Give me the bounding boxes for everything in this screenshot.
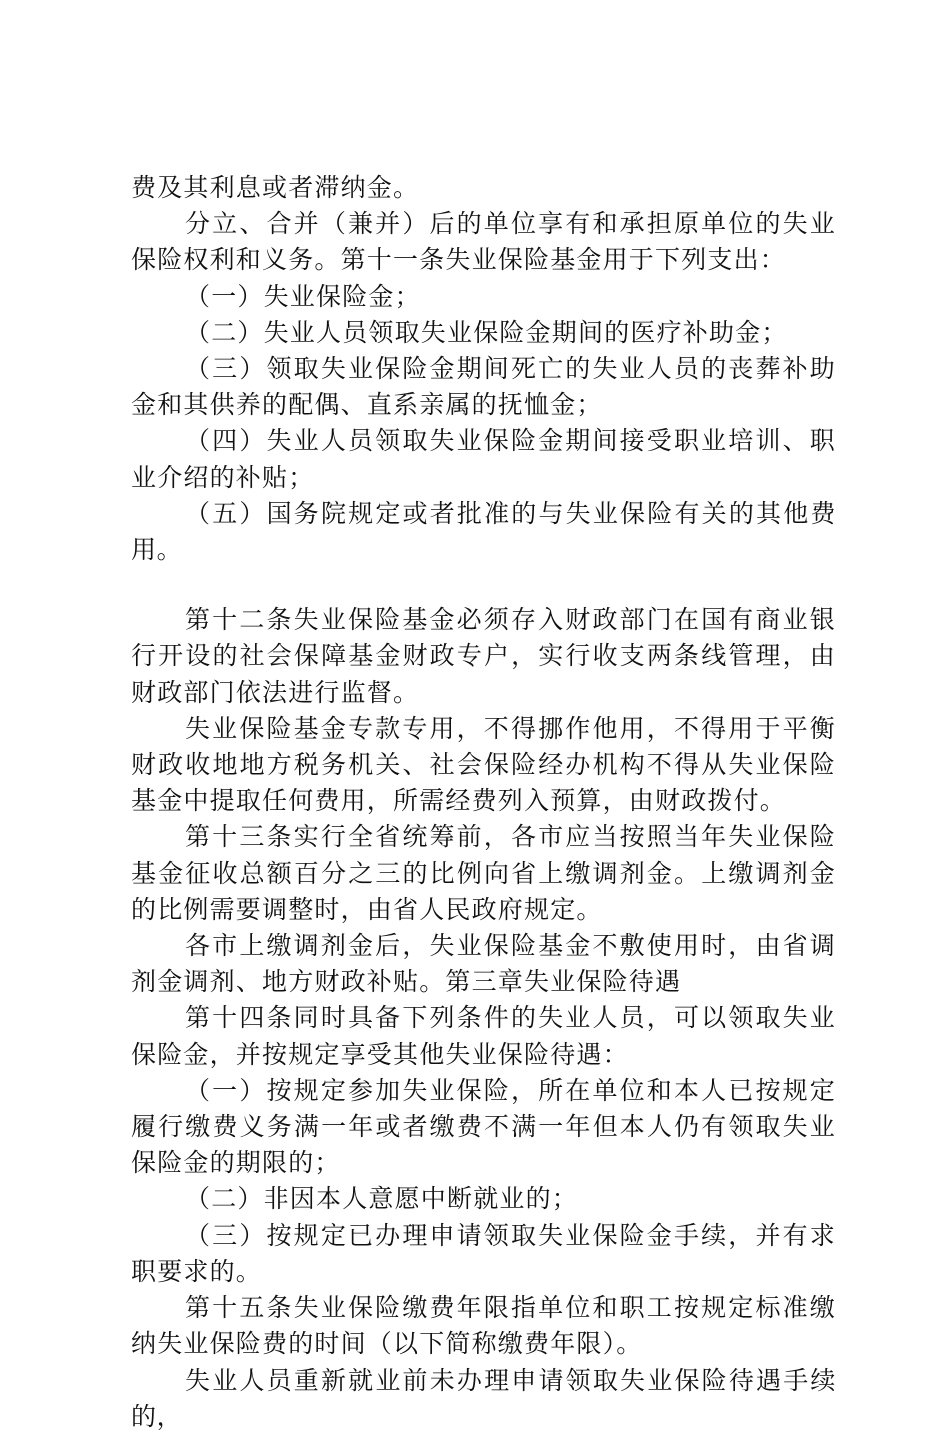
paragraph-2: 分立、合并（兼并）后的单位享有和承担原单位的失业保险权利和义务。第十一条失业保险基金用于下列支出：: [131, 209, 836, 275]
document-body: [131, 170, 836, 1435]
paragraph-15: （三）按规定已办理申请领取失业保险金手续，并有求职要求的。: [131, 1220, 836, 1286]
paragraph-17: 失业人员重新就业前未办理申请领取失业保险待遇手续的，: [131, 1365, 836, 1431]
paragraph-14: （二）非因本人意愿中断就业的；: [185, 1184, 579, 1214]
paragraph-9: 失业保险基金专款专用，不得挪作他用，不得用于平衡财政收地地方税务机关、社会保险经办机构不得从失业保险基金中提取任何费用，所需经费列入预算，由财政拨付。: [131, 713, 836, 816]
paragraph-3: （一）失业保险金；: [185, 281, 421, 311]
paragraph-1: 费及其利息或者滞纳金。: [131, 173, 420, 202]
paragraph-5: （三）领取失业保险金期间死亡的失业人员的丧葬补助金和其供养的配偶、直系亲属的抚恤金；: [131, 354, 836, 420]
paragraph-11: 各市上缴调剂金后，失业保险基金不敷使用时，由省调剂金调剂、地方财政补贴。第三章失业保险待遇: [131, 931, 836, 997]
paragraph-8: 第十二条失业保险基金必须存入财政部门在国有商业银行开设的社会保障基金财政专户，实行收支两条线管理，由财政部门依法进行监督。: [131, 605, 836, 707]
paragraph-13: （一）按规定参加失业保险，所在单位和本人已按规定履行缴费义务满一年或者缴费不满一年但本人仍有领取失业保险金的期限的；: [131, 1075, 836, 1178]
paragraph-6: （四）失业人员领取失业保险金期间接受职业培训、职业介绍的补贴；: [131, 426, 836, 492]
paragraph-7: （五）国务院规定或者批准的与失业保险有关的其他费用。: [131, 498, 836, 565]
paragraph-4: （二）失业人员领取失业保险金期间的医疗补助金；: [185, 317, 788, 347]
paragraph-16: 第十五条失业保险缴费年限指单位和职工按规定标准缴纳失业保险费的时间（以下简称缴费年限）。: [131, 1293, 836, 1359]
paragraph-12: 第十四条同时具备下列条件的失业人员，可以领取失业保险金，并按规定享受其他失业保险待遇：: [131, 1003, 836, 1069]
paragraph-10: 第十三条实行全省统筹前，各市应当按照当年失业保险基金征收总额百分之三的比例向省上缴调剂金。上缴调剂金的比例需要调整时，由省人民政府规定。: [131, 822, 836, 924]
